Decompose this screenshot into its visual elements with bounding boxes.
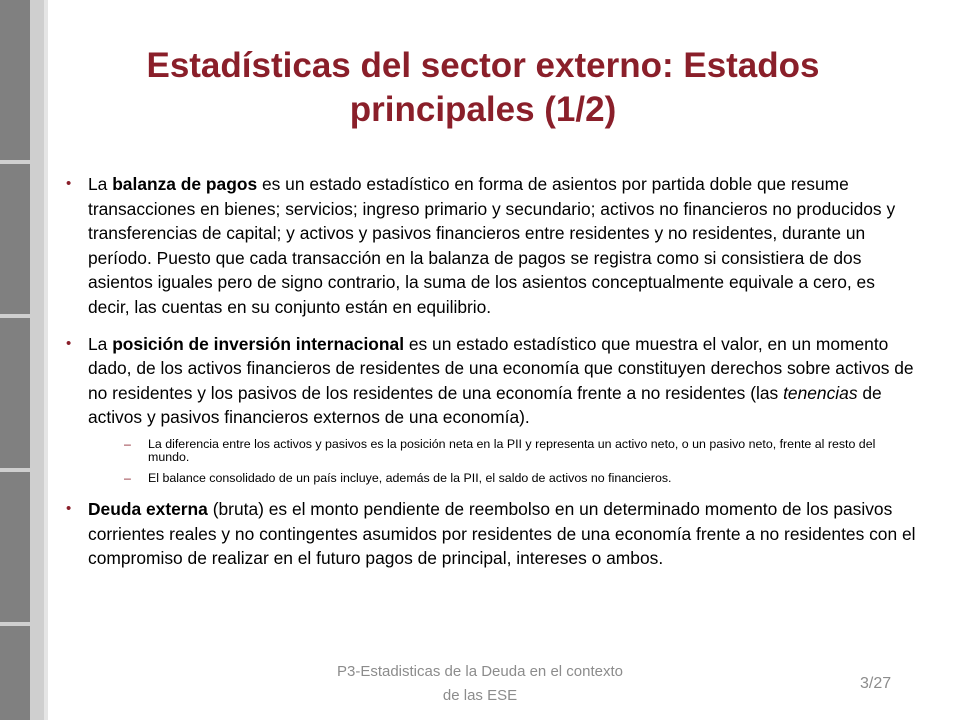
sub-bullet-text: El balance consolidado de un país incluye, además de la PII, el saldo de activos no financieros. [148,470,672,485]
sidebar-segment [0,626,30,720]
slide-footer: P3-Estadisticas de la Deuda en el contexto de las ESE [336,663,623,704]
sub-bullet-marker: – [124,470,131,485]
slide-title: Estadísticas del sector externo: Estados principales (1/2) [146,46,820,129]
bullet-text-end: de activos y pasivos financieros externos de una economía). [88,382,882,428]
sidebar-segment [0,318,30,468]
bullet-marker: • [66,334,72,352]
bullet-text: es un estado estadístico en forma de asientos por partida doble que resume transacciones en bienes; servicios; ingreso primario y secundario; activos no financieros no producidos y transferencias de capital; y activos y pasivos financieros entre residentes y no residentes, durante un período. Puesto que cada transacción en la balanza de pagos se registra como si consistiera de dos asientos iguales pero de signo contrario, la suma de los asientos conceptualmente equivale a cero, es decir, las cuentas en su conjunto están en equilibrio. [88,174,896,317]
slide-content [60,172,920,583]
bullet-text: es un estado estadístico que muestra el valor, en un momento dado, de los activos financieros de residentes de una economía que constituyen derechos sobre activos de no residentes y los pasivos de los residentes de una economía frente a no residentes (las [88,333,914,403]
bullet-text-pre: La [88,174,113,194]
bullet-balanza-de-pagos [60,172,920,320]
bullet-deuda-externa [60,497,920,571]
bullet-marker: • [66,175,72,192]
bullet-term: posición de inversión internacional [112,333,405,354]
page-number: 3/27 [860,675,892,692]
bullet-text-pre: La [88,333,113,354]
bullet-marker: • [66,499,72,517]
sidebar-segment [0,472,30,622]
sidebar-divider [44,0,48,720]
bullet-emphasis: tenencias [783,382,858,403]
bullet-term: Deuda externa [88,498,208,519]
sub-bullet-text: La diferencia entre los activos y pasivos es la posición neta en la PII y representa un activo neto, o un pasivo neto, frente al resto del mundo. [148,436,876,464]
sidebar-segment [0,164,30,314]
sub-bullet [88,438,920,464]
sub-bullet [88,472,920,485]
sidebar-segment [0,0,30,160]
decorative-sidebar [0,0,48,720]
bullet-text: (bruta) es el monto pendiente de reembolso en un determinado momento de los pasivos corrientes reales y no contingentes asumidos por residentes de una economía frente a no residentes con el compromiso de realizar en el futuro pagos de principal, intereses o ambos. [88,498,916,569]
bullet-posicion-inversion [60,332,920,485]
sub-bullet-marker: – [124,436,131,451]
bullet-term: balanza de pagos [112,174,258,194]
